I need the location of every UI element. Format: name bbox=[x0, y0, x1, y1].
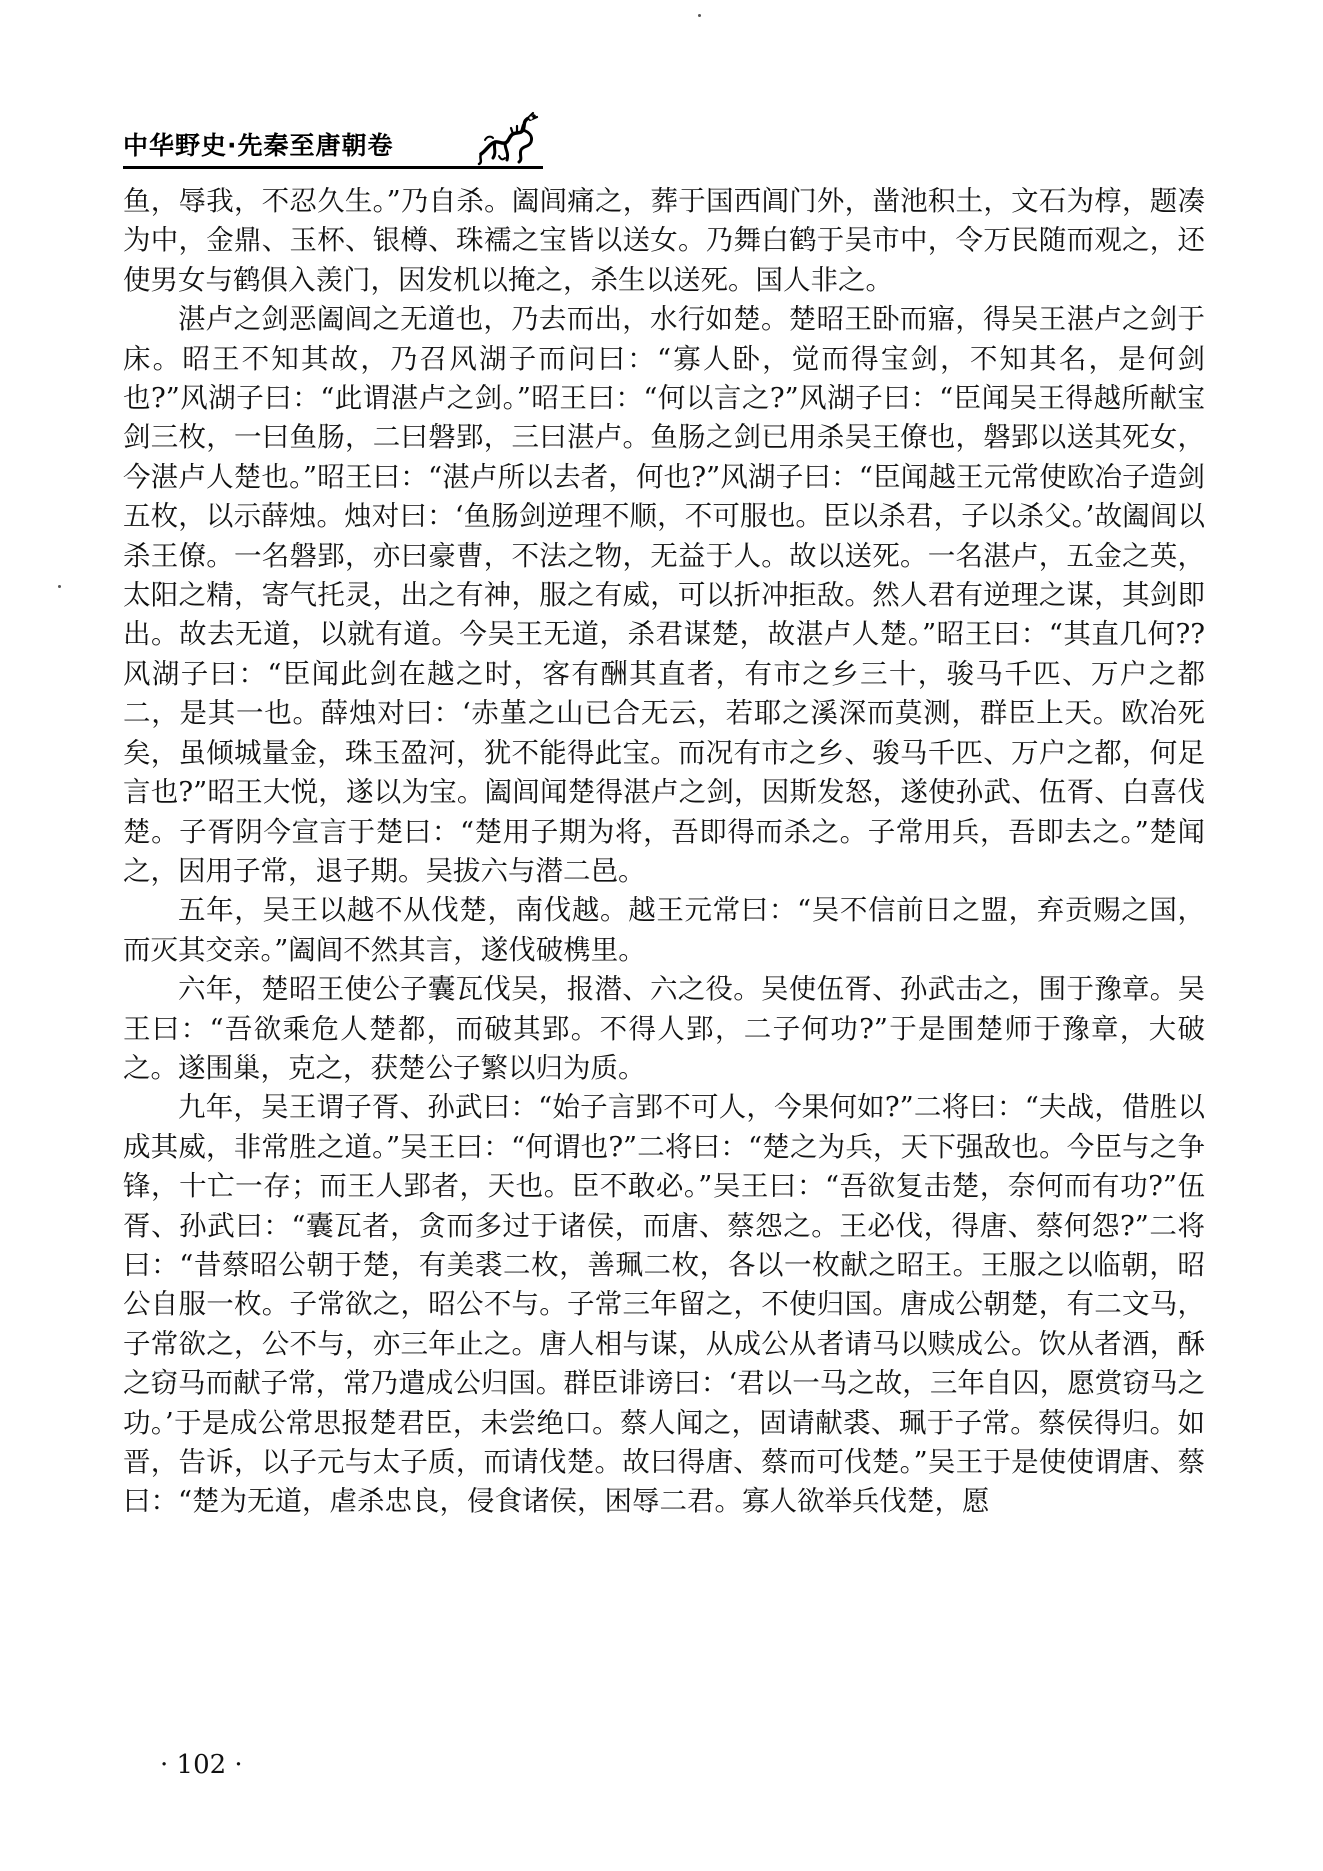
page-number: · 102 · bbox=[160, 1750, 243, 1780]
paragraph-5: 九年，吴王谓子胥、孙武曰：“始子言郢不可人，今果何如?”二将曰：“夫战，借胜以成其威，非常胜之道。”吴王曰：“何谓也?”二将曰：“楚之为兵，天下强敌也。今臣与之争锋，十亡一存；而王人郢者，天也。臣不敢必。”吴王曰：“吾欲复击楚，奈何而有功?”伍胥、孙武曰：“囊瓦者，贪而多过于诸侯，而唐、蔡怨之。王必伐，得唐、蔡何怨?”二将曰：“昔蔡昭公朝于楚，有美裘二枚，善珮二枚，各以一枚献之昭王。王服之以临朝，昭公自服一枚。子常欲之，昭公不与。子常三年留之，不使归国。唐成公朝楚，有二文马，子常欲之，公不与，亦三年止之。唐人相与谋，从成公从者请马以赎成公。饮从者酒，酥之窃马而献子常，常乃遣成公归国。群臣诽谤曰：‘君以一马之故，三年自囚，愿赏窃马之功。’于是成公常思报楚君臣，未尝绝口。蔡人闻之，固请献裘、珮于子常。蔡侯得归。如晋，告诉，以子元与太子质，而请伐楚。故曰得唐、蔡而可伐楚。”吴王于是使使谓唐、蔡曰：“楚为无道，虐杀忠良，侵食诸侯，困辱二君。寡人欲举兵伐楚，愿 bbox=[123, 1091, 1205, 1518]
scan-speck bbox=[58, 585, 61, 588]
paragraph-1: 鱼，辱我，不忍久生。”乃自杀。阖闾痛之，葬于国西阊门外，凿池积土，文石为椁，题凑为中，金鼎、玉杯、银樽、珠襦之宝皆以送女。乃舞白鹤于吴市中，令万民随而观之，还使男女与鹤俱入羡门，因发机以掩之，杀生以送死。国人非之。 bbox=[123, 185, 1205, 296]
header-rule bbox=[123, 166, 543, 169]
paragraph-3: 五年，吴王以越不从伐楚，南伐越。越王元常曰：“吴不信前日之盟，弃贡赐之国，而灭其交亲。”阖闾不然其言，遂伐破槜里。 bbox=[123, 894, 1205, 966]
running-header bbox=[123, 110, 543, 166]
paragraph-4: 六年，楚昭王使公子囊瓦伐吴，报潜、六之役。吴使伍胥、孙武击之，围于豫章。吴王曰：“吾欲乘危人楚都，而破其郢。不得人郢，二子何功?”于是围楚师于豫章，大破之。遂围巢，克之，获楚公子繁以归为质。 bbox=[123, 973, 1205, 1084]
paragraph-2: 湛卢之剑恶阖闾之无道也，乃去而出，水行如楚。楚昭王卧而寤，得吴王湛卢之剑于床。昭王不知其故，乃召风湖子而问曰：“寡人卧，觉而得宝剑，不知其名，是何剑也?”风湖子曰：“此谓湛卢之剑。”昭王曰：“何以言之?”风湖子曰：“臣闻吴王得越所献宝剑三枚，一曰鱼肠，二曰磐郢，三曰湛卢。鱼肠之剑已用杀吴王僚也，磐郢以送其死女，今湛卢人楚也。”昭王曰：“湛卢所以去者，何也?”风湖子曰：“臣闻越王元常使欧冶子造剑五枚，以示薛烛。烛对曰：‘鱼肠剑逆理不顺，不可服也。臣以杀君，子以杀父。’故阖闾以杀王僚。一名磐郢，亦曰豪曹，不法之物，无益于人。故以送死。一名湛卢，五金之英，太阳之精，寄气托灵，出之有神，服之有威，可以折冲拒敌。然人君有逆理之谋，其剑即出。故去无道，以就有道。今吴王无道，杀君谋楚，故湛卢人楚。”昭王曰：“其直几何?? 风湖子曰：“臣闻此剑在越之时，客有酬其直者，有市之乡三十，骏马千匹、万户之都二，是其一也。薛烛对曰：‘赤堇之山已合无云，若耶之溪深而莫测，群臣上天。欧冶死矣，虽倾城量金，珠玉盈河，犹不能得此宝。而况有市之乡、骏马千匹、万户之都，何足言也?”昭王大悦，遂以为宝。阖闾闻楚得湛卢之剑，因斯发怒，遂使孙武、伍胥、白喜伐楚。子胥阴今宣言于楚曰：“楚用子期为将，吾即得而杀之。子常用兵，吾即去之。”楚闻之，因用子常，退子期。吴拔六与潜二邑。 bbox=[123, 303, 1205, 887]
scan-speck bbox=[698, 14, 701, 17]
dragon-emblem-icon bbox=[475, 110, 541, 166]
body-text bbox=[123, 182, 1205, 1522]
book-title: 中华野史·先秦至唐朝卷 bbox=[123, 131, 394, 160]
